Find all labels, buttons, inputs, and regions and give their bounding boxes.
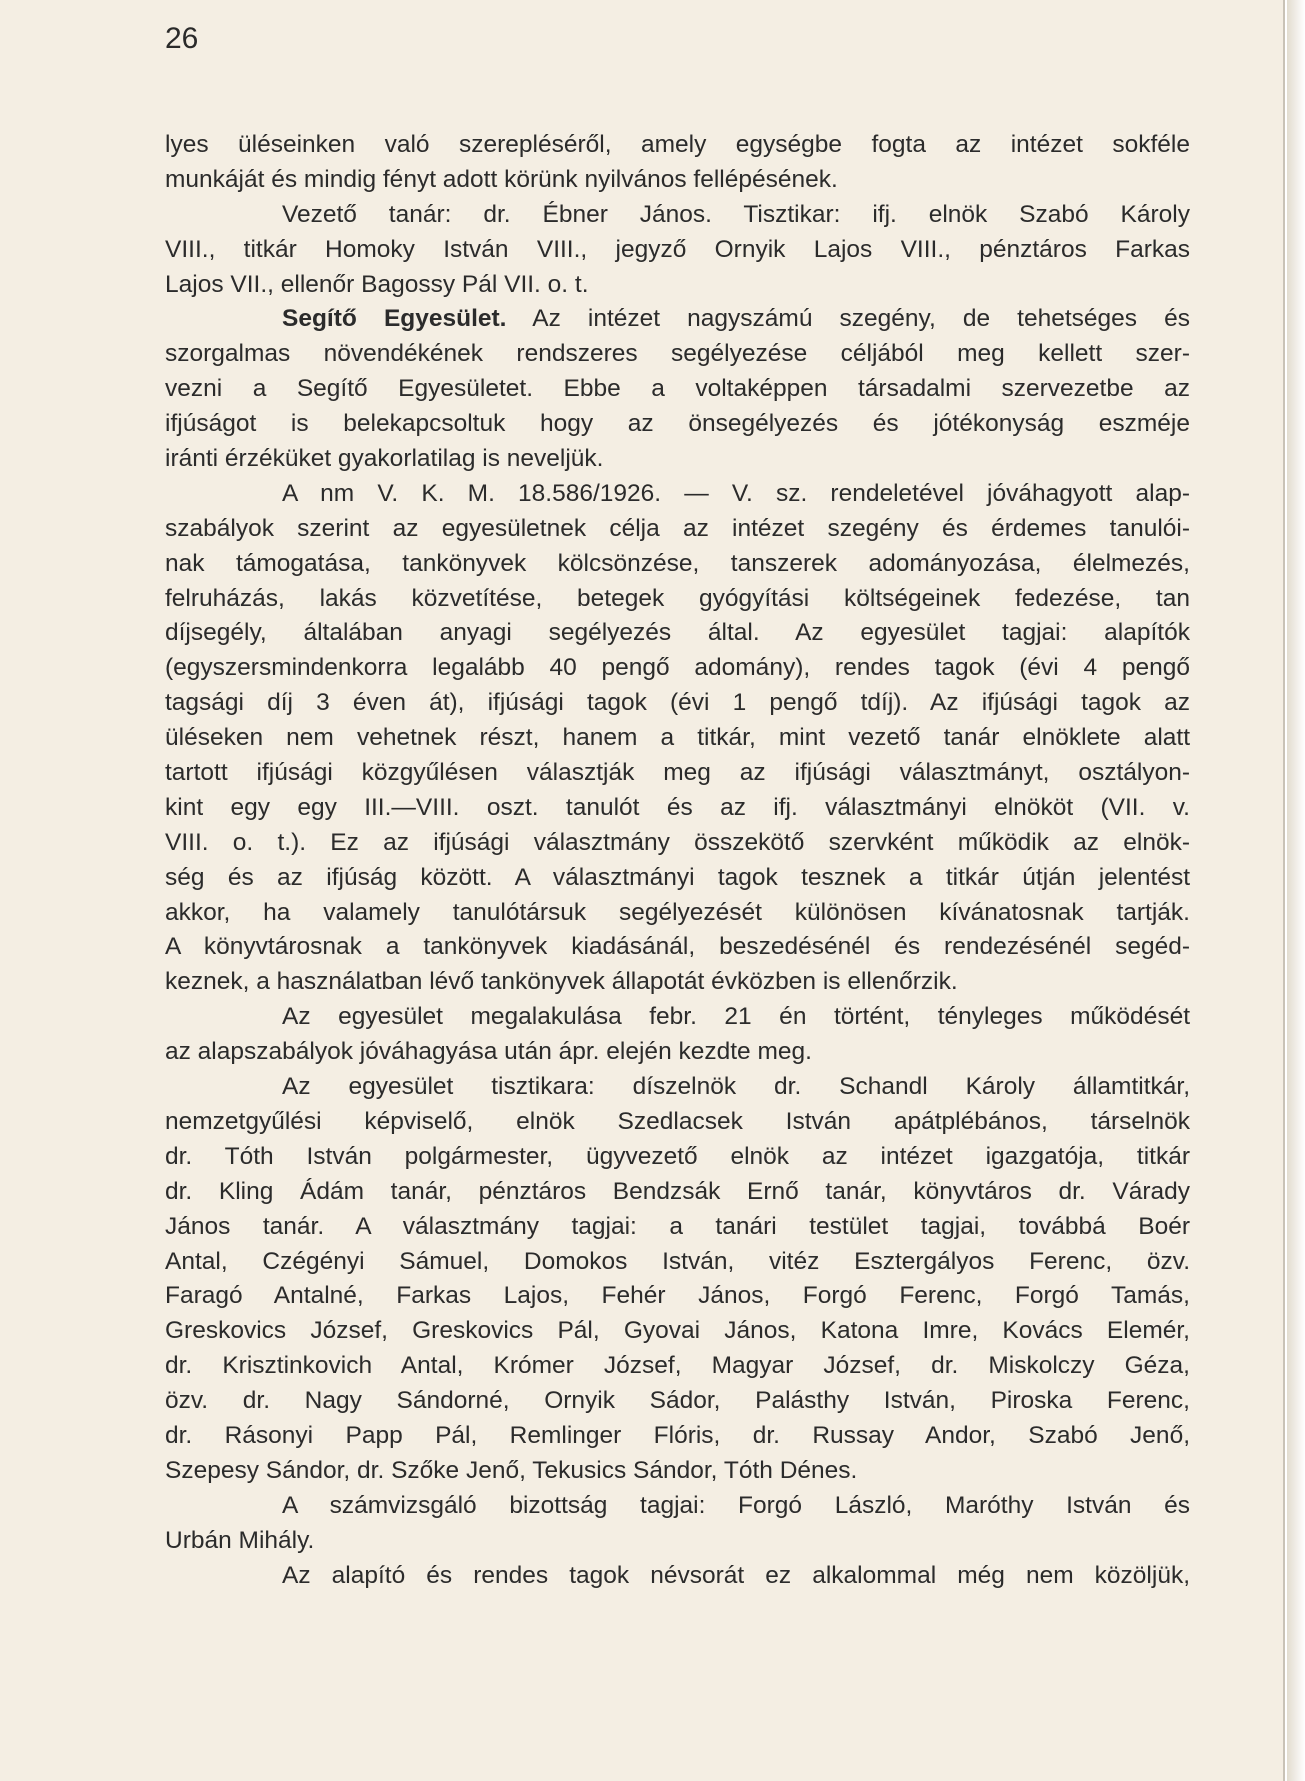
text-line [165,651,1190,686]
text-line [165,1524,1190,1559]
line-text: ifjúságot is belekapcsoltuk hogy az önsegélyezés és jótékonyság eszméje [165,410,1190,438]
line-text: dr. Rásonyi Papp Pál, Remlinger Flóris, dr. Russay Andor, Szabó Jenő, [165,1421,1190,1449]
text-line [165,965,1190,1000]
text-line [165,1245,1190,1280]
line-text: akkor, ha valamely tanulótársuk segélyezését különösen kívánatosnak tartják. [165,898,1190,926]
text-line [165,896,1190,931]
line-text: szabályok szerint az egyesületnek célja az intézet szegény és érdemes tanulói- [165,514,1190,542]
page-edge [1287,0,1305,1781]
line-text: VIII. o. t.). Ez az ifjúsági választmány összekötő szervként működik az elnök- [165,828,1190,856]
line-text: iránti érzéküket gyakorlatilag is neveljük. [165,445,604,473]
line-text: üléseken nem vehetnek részt, hanem a titkár, mint vezető tanár elnöklete alatt [165,724,1190,752]
text-line [165,1210,1190,1245]
line-text: A nm V. K. M. 18.586/1926. — V. sz. rendeletével jóváhagyott alap- [282,479,1190,507]
line-text: Lajos VII., ellenőr Bagossy Pál VII. o. t. [165,270,589,298]
line-text: dr. Tóth István polgármester, ügyvezető elnök az intézet igazgatója, titkár [165,1142,1190,1170]
line-text: az alapszabályok jóváhagyása után ápr. elején kezdte meg. [165,1038,812,1066]
line-text: A könyvtárosnak a tankönyvek kiadásánál, beszedésénél és rendezésénél segéd- [165,933,1190,961]
line-text: nak támogatása, tankönyvek kölcsönzése, tanszerek adományozása, élelmezés, [165,549,1190,577]
text-line [165,1384,1190,1419]
line-text: dr. Kling Ádám tanár, pénztáros Bendzsák Ernő tanár, könyvtáros dr. Várady [165,1177,1190,1205]
line-text: felruházás, lakás közvetítése, betegek gyógyítási költségeinek fedezése, tan [165,584,1190,612]
line-text: Antal, Czégényi Sámuel, Domokos István, vitéz Esztergályos Ferenc, özv. [165,1247,1190,1275]
text-line [165,1314,1190,1349]
body-text [165,128,1190,1593]
line-text: szorgalmas növendékének rendszeres segélyezése céljából meg kellett szer- [165,340,1190,368]
text-line [165,268,1190,303]
line-text: Urbán Mihály. [165,1526,315,1554]
line-text: Az egyesület megalakulása febr. 21 én történt, tényleges működését [282,1003,1190,1031]
text-line [165,547,1190,582]
line-text: ség és az ifjúság között. A választmányi tagok tesznek a titkár útján jelentést [165,863,1190,891]
text-line [165,477,1190,512]
text-line [165,1419,1190,1454]
text-line [165,861,1190,896]
line-text: János tanár. A választmány tagjai: a tanári testület tagjai, továbbá Boér [165,1212,1190,1240]
text-line [165,337,1190,372]
text-line [165,616,1190,651]
text-line [165,302,1190,337]
text-line [165,233,1190,268]
page-number: 26 [165,22,199,55]
text-line [165,1279,1190,1314]
text-line [165,1175,1190,1210]
line-text: díjsegély, általában anyagi segélyezés által. Az egyesület tagjai: alapítók [165,619,1190,647]
line-text: Greskovics József, Greskovics Pál, Gyovai János, Katona Imre, Kovács Elemér, [165,1317,1190,1345]
text-line [165,1000,1190,1035]
text-line [165,721,1190,756]
line-text: kint egy egy III.—VIII. oszt. tanulót és az ifj. választmányi elnököt (VII. v. [165,793,1190,821]
text-line [165,791,1190,826]
text-line [165,372,1190,407]
text-line [165,826,1190,861]
line-text: Az alapító és rendes tagok névsorát ez alkalommal még nem közöljük, [282,1561,1190,1589]
text-line [165,512,1190,547]
section-heading: Segítő Egyesület. [282,305,507,333]
text-line [165,582,1190,617]
text-line [165,1489,1190,1524]
line-text: (egyszersmindenkorra legalább 40 pengő adomány), rendes tagok (évi 4 pengő [165,654,1190,682]
line-text: A számvizsgáló bizottság tagjai: Forgó László, Maróthy István és [282,1491,1190,1519]
text-line [165,407,1190,442]
line-text: vezni a Segítő Egyesületet. Ebbe a voltaképpen társadalmi szervezetbe az [165,375,1190,403]
text-line [165,1105,1190,1140]
text-line [165,1454,1190,1489]
text-line [165,442,1190,477]
line-text: Az intézet nagyszámú szegény, de tehetséges és [506,305,1190,333]
line-text: tartott ifjúsági közgyűlésen választják meg az ifjúsági választmányt, osztályon- [165,759,1190,787]
text-line [165,163,1190,198]
line-text: tagsági díj 3 éven át), ifjúsági tagok (évi 1 pengő tdíj). Az ifjúsági tagok az [165,689,1190,717]
line-text: nemzetgyűlési képviselő, elnök Szedlacsek István apátplébános, társelnök [165,1107,1190,1135]
text-line [165,198,1190,233]
text-line [165,930,1190,965]
line-text: Szepesy Sándor, dr. Szőke Jenő, Tekusics Sándor, Tóth Dénes. [165,1456,858,1484]
text-line [165,686,1190,721]
text-line [165,1070,1190,1105]
line-text: Az egyesület tisztikara: díszelnök dr. Schandl Károly államtitkár, [282,1073,1190,1101]
text-line [165,128,1190,163]
text-line [165,1140,1190,1175]
line-text: Vezető tanár: dr. Ébner János. Tisztikar: ifj. elnök Szabó Károly [282,200,1190,228]
line-text: dr. Krisztinkovich Antal, Krómer József, Magyar József, dr. Miskolczy Géza, [165,1352,1190,1380]
line-text: keznek, a használatban lévő tankönyvek állapotát évközben is ellenőrzik. [165,968,958,996]
text-line [165,1349,1190,1384]
text-line [165,1559,1190,1594]
line-text: özv. dr. Nagy Sándorné, Ornyik Sádor, Palásthy István, Piroska Ferenc, [165,1387,1190,1415]
text-line [165,1035,1190,1070]
line-text: lyes üléseinken való szerepléséről, amely egységbe fogta az intézet sokféle [165,131,1190,158]
line-text: VIII., titkár Homoky István VIII., jegyző Ornyik Lajos VIII., pénztáros Farkas [165,235,1190,263]
text-line [165,756,1190,791]
line-text: munkáját és mindig fényt adott körünk nyilvános fellépésének. [165,165,838,193]
line-text: Faragó Antalné, Farkas Lajos, Fehér János, Forgó Ferenc, Forgó Tamás, [165,1282,1190,1310]
